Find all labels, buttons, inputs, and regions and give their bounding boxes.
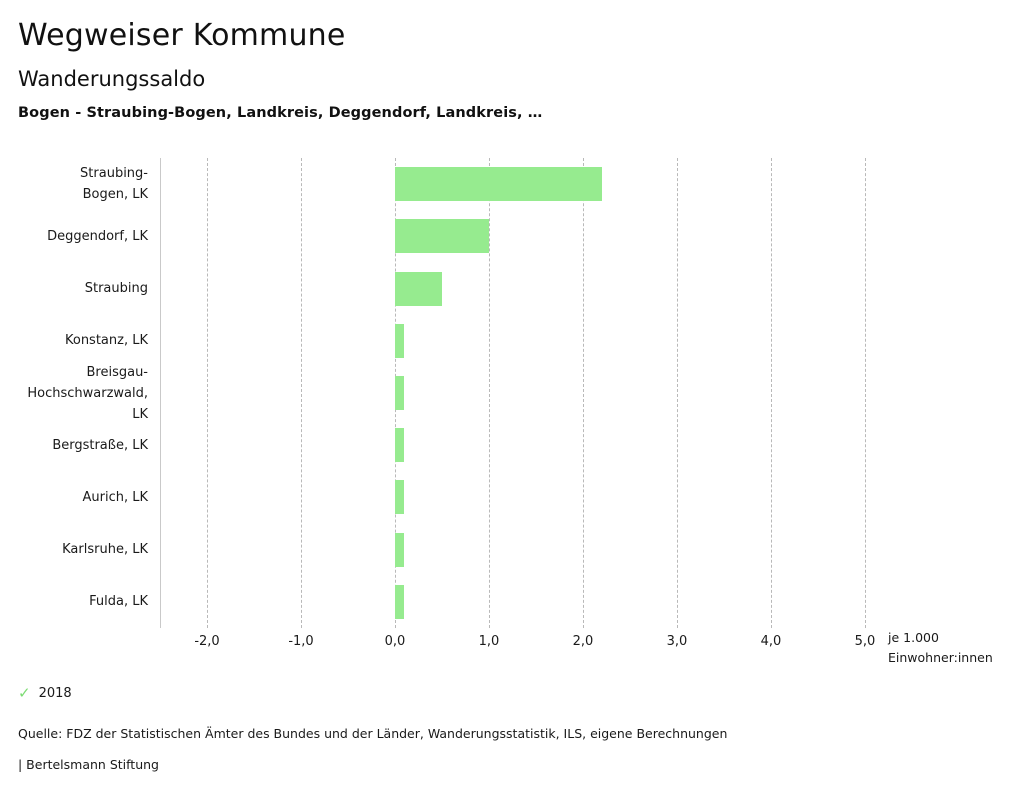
legend-label-year: 2018 bbox=[38, 686, 72, 701]
category-label bbox=[0, 362, 148, 425]
bar[interactable] bbox=[395, 219, 489, 253]
gridline bbox=[771, 158, 772, 628]
x-tick-label: 5,0 bbox=[854, 634, 876, 649]
plot-area bbox=[160, 158, 865, 628]
category-label bbox=[0, 435, 148, 456]
bar[interactable] bbox=[395, 480, 404, 514]
axis-unit-line1: je 1.000 bbox=[888, 630, 939, 645]
category-label bbox=[0, 487, 148, 508]
x-tick-label: 1,0 bbox=[478, 634, 500, 649]
axis-unit-line2: Einwohner:innen bbox=[888, 650, 993, 665]
gridline bbox=[677, 158, 678, 628]
legend[interactable] bbox=[18, 686, 72, 701]
category-label-line: Konstanz, LK bbox=[64, 333, 148, 349]
category-label bbox=[0, 163, 148, 205]
bar[interactable] bbox=[395, 533, 404, 567]
category-label-line: LK bbox=[132, 406, 148, 422]
category-label-line: Straubing- bbox=[80, 166, 148, 182]
category-label-line: Bogen, LK bbox=[82, 187, 148, 203]
category-label bbox=[0, 278, 148, 299]
category-label-line: Straubing bbox=[84, 281, 148, 297]
category-label-line: Fulda, LK bbox=[89, 594, 148, 610]
gridline bbox=[865, 158, 866, 628]
gridline bbox=[301, 158, 302, 628]
region-list: Bogen - Straubing-Bogen, Landkreis, Deggendorf, Landkreis, … bbox=[18, 105, 543, 121]
gridline bbox=[583, 158, 584, 628]
category-label bbox=[0, 226, 148, 247]
bar[interactable] bbox=[395, 376, 404, 410]
bar[interactable] bbox=[395, 272, 442, 306]
x-tick-label: 4,0 bbox=[760, 634, 782, 649]
x-tick-label: 2,0 bbox=[572, 634, 594, 649]
category-label-line: Bergstraße, LK bbox=[52, 437, 148, 453]
plot-left-border bbox=[160, 158, 161, 628]
bar[interactable] bbox=[395, 585, 404, 619]
chart-subtitle: Wanderungssaldo bbox=[18, 67, 206, 91]
bar[interactable] bbox=[395, 167, 602, 201]
bar[interactable] bbox=[395, 428, 404, 462]
category-label-line: Aurich, LK bbox=[82, 489, 148, 505]
check-icon: ✓ bbox=[18, 684, 31, 702]
gridline bbox=[489, 158, 490, 628]
publisher-note: | Bertelsmann Stiftung bbox=[18, 757, 159, 772]
category-axis bbox=[0, 158, 148, 628]
x-tick-label: 0,0 bbox=[384, 634, 406, 649]
x-tick-label: -2,0 bbox=[194, 634, 220, 649]
category-label-line: Hochschwarzwald, bbox=[27, 385, 148, 401]
bar[interactable] bbox=[395, 324, 404, 358]
bar-chart bbox=[0, 150, 1024, 665]
category-label bbox=[0, 330, 148, 351]
category-label-line: Deggendorf, LK bbox=[47, 228, 148, 244]
source-note: Quelle: FDZ der Statistischen Ämter des Bundes und der Länder, Wanderungsstatistik, ILS, eigene Berechnungen bbox=[18, 726, 728, 741]
x-tick-label: 3,0 bbox=[666, 634, 688, 649]
category-label bbox=[0, 591, 148, 612]
x-tick-label: -1,0 bbox=[288, 634, 314, 649]
category-label-line: Karlsruhe, LK bbox=[62, 542, 148, 558]
category-label-line: Breisgau- bbox=[86, 364, 148, 380]
page-title: Wegweiser Kommune bbox=[18, 18, 346, 53]
category-label bbox=[0, 539, 148, 560]
axis-unit-label bbox=[888, 628, 1018, 668]
gridline bbox=[207, 158, 208, 628]
